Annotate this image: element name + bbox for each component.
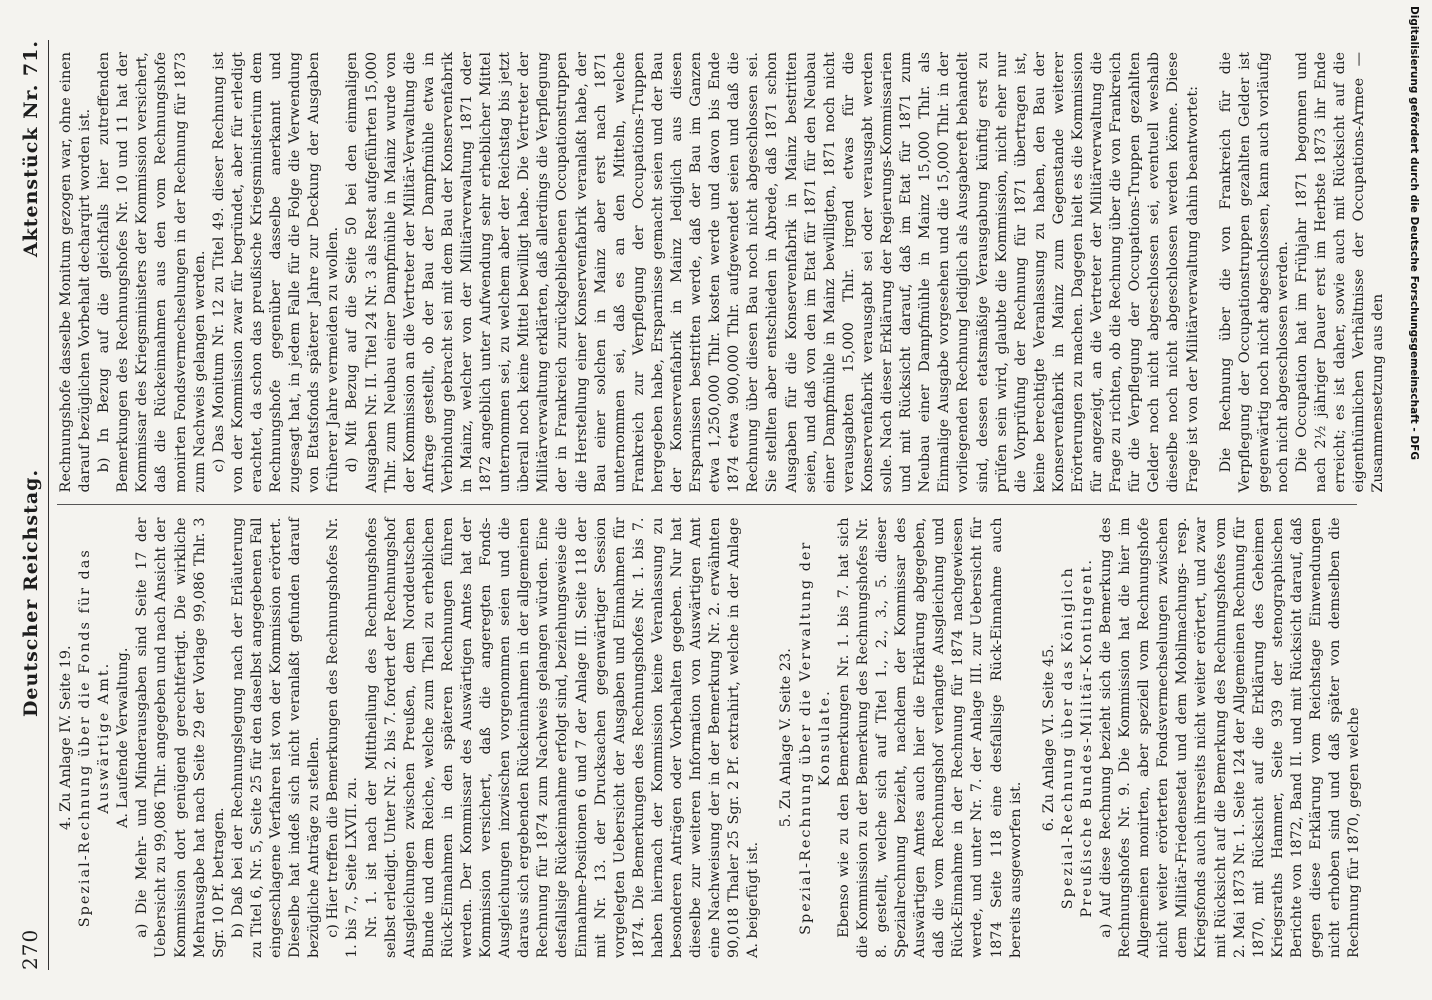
page-number: 270 — [18, 928, 42, 970]
section-heading: 5. Zu Anlage V. Seite 23. — [778, 648, 795, 828]
section-subtitle: Spezial-Rechnung über die Fonds für das Auswärtige Amt. — [77, 548, 113, 928]
section-subtitle: Spezial-Rechnung über das Königlich Preußische Bundes-Militär-Kontingent. — [1059, 558, 1095, 918]
paragraph: Die Rechnung über die von Frankreich für die Verpflegung der Occupationstruppen gezahlten Gelder ist gegenwärtig noch nicht abgeschlossen, kann auch vorläufig noch nicht abgeschlossen werden. — [1217, 52, 1291, 493]
paragraph: d) Mit Bezug auf die Seite 50 bei den einmaligen Ausgaben Nr. II. Titel 24 Nr. 3 als Rest aufgeführten 15,000 Thlr. zum Neubau einer Dampfmühle in Mainz wurde von der Kommission an die Vertreter der Militär-Verwaltung die Anfrage gestellt, ob der Bau der Dampfmühle etwa in Verbindung gebracht sei mit dem Bau der Konservenfabrik in Mainz, welcher von der Militärverwaltung 1871 oder 1872 angeblich unter Aufwendung sehr erheblicher Mittel unternommen sei, zu welchem aber der Reichstag bis jetzt überall noch keine Mittel bewilligt habe. Die Vertreter der Militärverwaltung erklärten, daß allerdings die Verpflegung der in Frankreich zurückgebliebenen Occupationstruppen die Herstellung einer Konservenfabrik veranlaßt habe, der Bau einer solchen in Mainz aber erst nach 1871 unternommen sei, daß es an den Mitteln, welche Frankreich zur Verpflegung der Occupations-Truppen hergegeben habe, Ersparnisse gemacht seien und der Bau der Konservenfabrik in Mainz lediglich aus diesen Ersparnissen bestritten werde, daß der Bau im Ganzen etwa 1,250,000 Thlr. kosten werde und davon bis Ende 1874 etwa 900,000 Thlr. aufgewendet seien und daß die Rechnung über diesen Bau noch nicht abgeschlossen sei. Sie stellten aber entschieden in Abrede, daß 1871 schon Ausgaben für die Konservenfabrik in Mainz bestritten seien, und daß von den im Etat für 1871 für den Neubau einer Dampfmühle in Mainz bewilligten, 1871 noch nicht verausgabten 15,000 Thlr. irgend etwas für die Konservenfabrik verausgabt sei oder verausgabt werden solle. Nach dieser Erklärung der Regierungs-Kommissarien und mit Rücksicht darauf, daß im Etat für 1871 zum Neubau einer Dampfmühle in Mainz 15,000 Thlr. als Einmalige Ausgabe vorgesehen und die 15,000 Thlr. in der vorliegenden Rechnung lediglich als Ausgabereft behandelt sind, dessen etatsmäßige Verausgabung künftig erst zu prüfen sein wird, glaubte die Kommission, nicht eher nur die Vorprüfung der Rechnung für 1871 übertragen ist, keine berechtigte Veranlassung zu haben, den Bau der Konservenfabrik in Mainz zum Gegenstande weiterer Erörterungen zu machen. Dagegen hielt es die Kommission für angezeigt, an die Vertreter der Militärverwaltung die Frage zu richten, ob die Rechnung über die von Frankreich für die Verpflegung der Occupations-Truppen gezahlten Gelder noch nicht abgeschlossen sei, eventuell weshalb dieselbe noch nicht abgeschlossen werden könne. Diese Frage ist von der Militärverwaltung dahin beantwortet: — [344, 52, 1201, 493]
page-header — [18, 40, 49, 970]
paragraph: a) Die Mehr- und Minderausgaben sind Seite 17 der Uebersicht zu 99,086 Thlr. angegeben und nach Ansicht der Kommission dort genügend gerechtfertigt. Die wirkliche Mehrausgabe hat nach Seite 29 der Vorlage 99,086 Thlr. 3 Sgr. 10 Pf. betragen. — [134, 517, 227, 958]
digitization-note — [1402, 0, 1428, 1000]
paragraph: Die Occupation hat im Frühjahr 1871 begonnen und nach 2½ jähriger Dauer erst im Herbste 1873 ihr Ende erreicht; es ist daher, sowie auch mit Rücksicht auf die eigenthümlichen Verhältnisse der Occupations-Armee — Zusammensetzung aus den — [1294, 52, 1387, 493]
right-column — [57, 40, 1387, 506]
paragraph: Nr. 1. ist nach der Mittheilung des Rechnungshofes selbst erledigt. Unter Nr. 2. bis 7. fordert der Rechnungshof Ausgleichungen zwischen Preußen, dem Norddeutschen Bunde und dem Reiche, welche zum Theil zu erheblichen Rück-Einnahmen in den späteren Rechnungen führen werden. Der Kommissar des Auswärtigen Amtes hat der Kommission versichert, daß die angeregten Fonds-Ausgleichungen inzwischen vorgenommen seien und die daraus sich ergebenden Rückeinnahmen in der allgemeinen Rechnung für 1874 zum Nachweis gelangen würden. Eine desfallsige Rückeinnahme erfolgt sind, beziehungsweise die Einnahme-Positionen 6 und 7 der Anlage III. Seite 118 der mit Nr. 13. der Drucksachen gegenwärtiger Session vorgelegten Uebersicht der Ausgaben und Einnahmen für 1874. Die Bemerkungen des Rechnungshofes Nr. 1. bis 7. haben hiernach der Kommission keine Veranlassung zu besonderen Anträgen oder Vorbehalten gegeben. Nur hat dieselbe zur weiteren Information von Auswärtigen Amt eine Nachweisung der in der Bemerkung Nr. 2. erwähnten 90,018 Thaler 25 Sgr. 2 Pf. extrahirt, welche in der Anlage A. beigefügt ist. — [363, 517, 762, 958]
paragraph: Rechnungshofe dasselbe Monitum gezogen war, ohne einen darauf bezüglichen Vorbehalt decharqirt worden ist. — [58, 52, 94, 493]
section-subtitle: Spezial-Rechnung über die Verwaltung der Konsulate. — [797, 540, 833, 935]
paragraph: c) Das Monitum Nr. 12 zu Titel 49. dieser Rechnung ist von der Kommission zwar für begründet, aber für erledigt erachtet, da schon das preußische Kriegsministerium dem Rechnungshofe gegenüber dasselbe anerkannt und zugesagt hat, in jedem Falle für die Folge die Verwendung von Etatsfonds späterer Jahre zur Deckung der Ausgaben früherer Jahre vermeiden zu wollen. — [210, 52, 342, 493]
spacer — [1026, 518, 1040, 959]
page-title: Deutscher Reichstag. — [20, 468, 42, 718]
paragraph: b) In Bezug auf die gleichfalls hier zutreffenden Bemerkungen des Rechnungshofes Nr. 10 und 11 hat der Kommissar des Kriegsministers der Kommission versichert, daß die Rückeinnahmen aus den vom Rechnungshofe monirten Fondsvermechselungen in der Rechnung für 1873 zum Nachweis gelangen werden. — [96, 52, 208, 493]
paragraph: c) Hier treffen die Bemerkungen des Rechnungshofes Nr. 1. bis 7., Seite LXVII. zu. — [325, 517, 361, 958]
paragraph: Ebenso wie zu den Bemerkungen Nr. 1. bis 7. hat sich die Kommission zu der Bemerkung des Rechnungshofes Nr. 8. gestellt, welche sich auf Titel 1., 2., 3., 5. dieser Spezialrechnung bezieht, nachdem der Kommissar des Auswärtigen Amtes auch hier die Erklärung abgegeben, daß die vom Rechnungshof verlangte Ausgleichung und Rück-Einnahme in der Rechnung für 1874 nachgewiesen werde, und unter Nr. 7. der Anlage III. zur Uebersicht für 1874 Seite 118 eine desfallsige Rück-Einnahme auch bereits ausgeworfen ist. — [835, 517, 1024, 958]
left-column — [57, 506, 1363, 971]
spacer — [763, 518, 777, 959]
section-heading: 4. Zu Anlage IV. Seite 19. — [58, 645, 74, 831]
section-heading: 6. Zu Anlage VI. Seite 45. — [1040, 644, 1057, 832]
spacer — [1203, 52, 1217, 493]
digitization-note-text: Digitalisierung gefördert durch die Deutsche Forschungsgemeinschaft - DFG — [1408, 6, 1420, 460]
section-heading: A. Laufende Verwaltung. — [115, 647, 132, 828]
paragraph: a) Auf diese Rechnung bezieht sich die Bemerkung des Rechnungshofes Nr. 9. Die Kommission hat die hier im Allgemeinen monirten, aber speziell vom Rechnungshofe nicht weiter erörterten Fondsvermechselungen zwischen dem Militär-Friedensetat und dem Mobilmachungs- resp. Kriegsfonds auch ihrerseits nicht weiter erörtert, und zwar mit Rücksicht auf die Bemerkung des Rechnungshofes vom 2. Mai 1873 Nr. 1. Seite 124 der Allgemeinen Rechnung für 1870, mit Rücksicht auf die Erklärung des Geheimen Kriegsraths Hammer, Seite 939 der stenographischen Berichte von 1872, Band II. und mit Rücksicht darauf, daß gegen diese Erklärung vom Reichstage Einwendungen nicht erhoben sind und daß später von demselben die Rechnung für 1870, gegen welche — [1097, 517, 1363, 958]
paragraph: b) Daß bei der Rechnungslegung nach der Erläuterung zu Titel 6, Nr. 5, Seite 25 für den daselbst angegebenen Fall eingeschlagene Verfahren ist von der Kommission erörtert. Dieselbe hat indeß sich nicht veranlaßt gefunden darauf bezügliche Anträge zu stellen. — [229, 517, 323, 958]
document-number: Aktenstück Nr. 71. — [20, 40, 42, 258]
text-columns — [57, 40, 1387, 970]
